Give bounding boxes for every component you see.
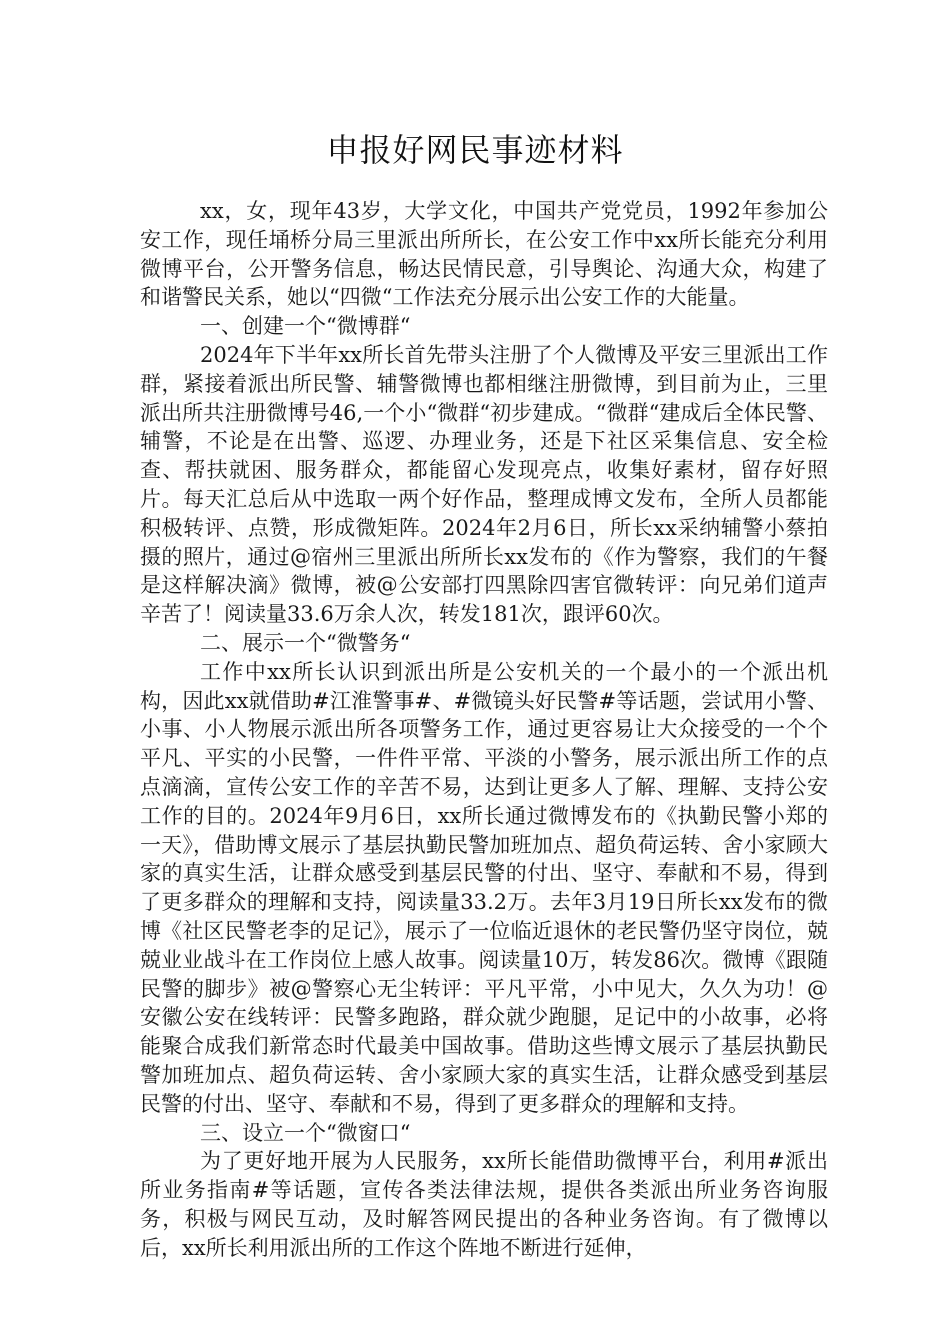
- intro-paragraph: xx，女，现年43岁，大学文化，中国共产党党员，1992年参加公安工作，现任埇桥分局三里派出所所长，在公安工作中xx所长能充分利用微博平台，公开警务信息，畅达民情民意，引导舆论、沟通大众，构建了和谐警民关系，她以“四微“工作法充分展示出公安工作的大能量。: [140, 199, 828, 310]
- document-body: [140, 197, 828, 1262]
- document-title: 申报好网民事迹材料: [326, 131, 624, 169]
- section-paragraph-2: 工作中xx所长认识到派出所是公安机关的一个最小的一个派出机构，因此xx就借助#江淮警事#、#微镜头好民警#等话题，尝试用小警、小事、小人物展示派出所各项警务工作，通过更容易让大众接受的一个个平凡、平实的小民警，一件件平常、平淡的小警务，展示派出所工作的点点滴滴，宣传公安工作的辛苦不易，达到让更多人了解、理解、支持公安工作的目的。2024年9月6日，xx所长通过微博发布的《执勤民警小郑的一天》，借助博文展示了基层执勤民警加班加点、超负荷运转、舍小家顾大家的真实生活，让群众感受到基层民警的付出、坚守、奉献和不易，得到了更多群众的理解和支持，阅读量33.2万。去年3月19日所长xx发布的微博《社区民警老李的足记》，展示了一位临近退休的老民警仍坚守岗位，兢兢业业战斗在工作岗位上感人故事。阅读量10万，转发86次。微博《跟随民警的脚步》被@警察心无尘转评：平凡平常，小中见大，久久为功！@安徽公安在线转评：民警多跑路，群众就少跑腿，足记中的小故事，必将能聚合成我们新常态时代最美中国故事。借助这些博文展示了基层执勤民警加班加点、超负荷运转、舍小家顾大家的真实生活，让群众感受到基层民警的付出、坚守、奉献和不易，得到了更多群众的理解和支持。: [140, 659, 828, 1116]
- section-heading-1: 一、创建一个“微博群“: [200, 314, 411, 339]
- section-heading-3: 三、设立一个“微窗口“: [200, 1120, 411, 1145]
- section-heading-2: 二、展示一个“微警务“: [200, 630, 411, 655]
- section-paragraph-1: 2024年下半年xx所长首先带头注册了个人微博及平安三里派出工作群，紧接着派出所民警、辅警微博也都相继注册微博，到目前为止，三里派出所共注册微博号46,一个小“微群“初步建成。“微群“建成后全体民警、辅警，不论是在出警、巡逻、办理业务，还是下社区采集信息、安全检查、帮扶就困、服务群众，都能留心发现亮点，收集好素材，留存好照片。每天汇总后从中选取一两个好作品，整理成博文发布，全所人员都能积极转评、点赞，形成微矩阵。2024年2月6日，所长xx采纳辅警小蔡拍摄的照片，通过@宿州三里派出所所长xx发布的《作为警察，我们的午餐是这样解决滴》微博，被@公安部打四黑除四害官微转评：向兄弟们道声辛苦了！阅读量33.6万余人次，转发181次，跟评60次。: [140, 342, 828, 627]
- section-paragraph-3: 为了更好地开展为人民服务，xx所长能借助微博平台，利用#派出所业务指南#等话题，宣传各类法律法规，提供各类派出所业务咨询服务，积极与网民互动，及时解答网民提出的各种业务咨询。有了微博以后，xx所长利用派出所的工作这个阵地不断进行延伸，: [140, 1149, 828, 1260]
